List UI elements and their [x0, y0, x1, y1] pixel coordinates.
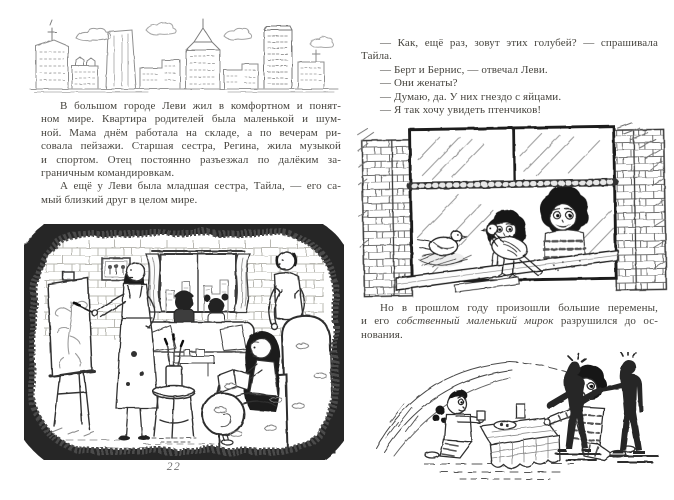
text-line: совала пейзажи. Старшая сестра, Регина, жила музыкой: [41, 140, 341, 153]
text-run: разрушился до ос-: [553, 315, 659, 328]
window-pigeons-illustration: [355, 121, 670, 302]
text-line: Но в прошлом году произошли большие перемены,: [380, 302, 658, 314]
text-line: [361, 315, 658, 328]
text-line: ной. Мама днём работала на складе, а по вечерам ри-: [41, 126, 341, 139]
text-line: — Они женаты?: [380, 77, 458, 90]
city-skyline-illustration: [28, 16, 340, 98]
text-line: граничным командировкам.: [41, 167, 175, 180]
text-line: — Как, ещё раз, зовут этих голубей? — спрашивала: [380, 37, 658, 49]
intro-paragraph: [41, 100, 341, 207]
text-run: и его: [361, 315, 397, 328]
text-line: нования.: [361, 328, 403, 341]
changes-paragraph: [361, 302, 658, 342]
boy-at-window: [540, 186, 590, 265]
dialogue-paragraph: [361, 37, 658, 117]
text-line: мый близкий друг в целом мире.: [41, 193, 198, 206]
page-number: 22: [166, 461, 182, 473]
living-room-illustration: [24, 224, 344, 460]
text-line: — Думаю, да. У них гнездо с яйцами.: [380, 90, 562, 103]
text-line: и спортом. Отец постоянно разъезжал по далёким за-: [41, 153, 341, 166]
text-line: А ещё у Леви была младшая сестра, Тайла, — его са-: [60, 180, 341, 193]
tea-party-illustration: [360, 352, 670, 496]
text-line: ном мире. Квартира родителей была маленькой и шум-: [41, 113, 341, 126]
right-page: [345, 0, 674, 500]
text-line: В большом городе Леви жил в комфортном и понят-: [60, 100, 341, 112]
text-line: Тайла.: [361, 50, 393, 63]
back-window: [146, 251, 250, 312]
italic-text-run: собственный маленький мирок: [396, 315, 554, 328]
text-line: — Берт и Бернис, — отвечал Леви.: [380, 63, 548, 76]
text-line: — Я так хочу увидеть птенчиков!: [380, 104, 542, 117]
